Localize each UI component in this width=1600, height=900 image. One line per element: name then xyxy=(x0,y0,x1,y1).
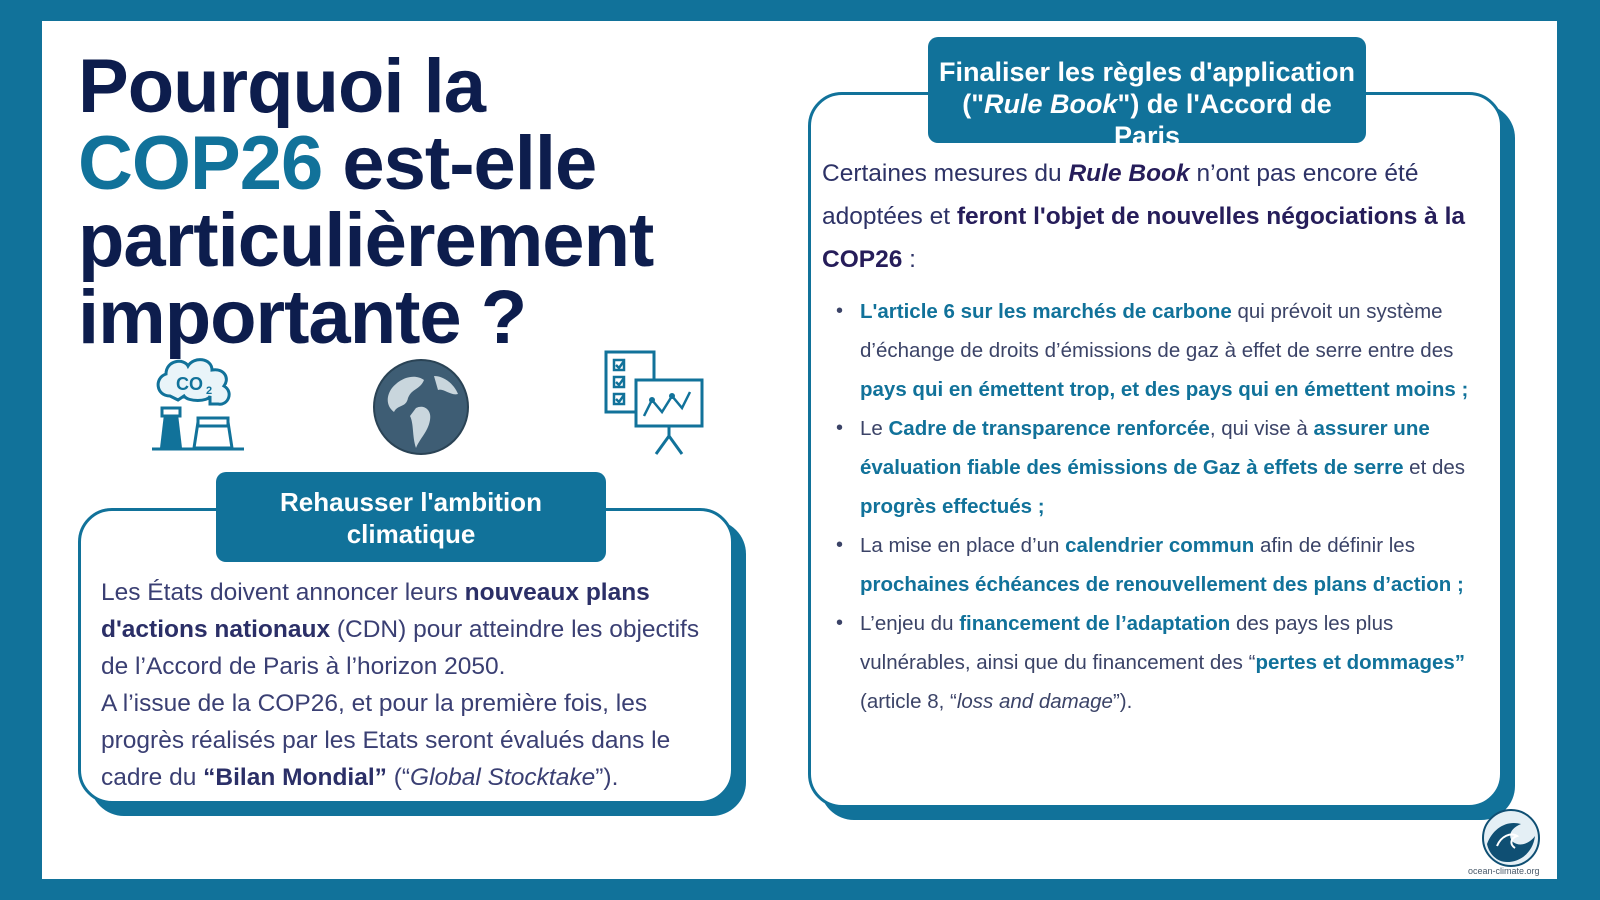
text-span: A l’issue de la COP26, et pour la première fois, les progrès réalisés par les Etats seront évalués dans le cadre du xyxy=(101,690,671,791)
text-span: qui prévoit un système d’échange de droits d’émissions de gaz à effet de serre entre des xyxy=(860,300,1454,362)
logo-caption: ocean-climate.org xyxy=(1468,866,1540,876)
title-line-4: importante ? xyxy=(78,275,527,360)
title-line-3: particulièrement xyxy=(78,198,654,283)
title-highlight-cop26: COP26 xyxy=(78,121,323,206)
text-span: (CDN) pour atteindre les objectifs de l’Accord de Paris à l’horizon 2050. xyxy=(101,616,700,680)
bold-span: progrès effectués ; xyxy=(860,495,1045,518)
bold-span: assurer une évaluation fiable des émissions de Gaz à effets de serre xyxy=(860,417,1430,479)
text-span: Certaines mesures du xyxy=(822,160,1069,187)
text-span: Le xyxy=(860,417,889,440)
rulebook-bullet-list xyxy=(836,292,1496,721)
svg-text:CO: CO xyxy=(176,374,203,394)
bold-span: “Bilan Mondial” xyxy=(203,764,387,791)
rulebook-intro xyxy=(822,152,1492,281)
bold-span: financement de l’adaptation xyxy=(959,612,1231,635)
text-span: ") de l'Accord de Paris xyxy=(1113,89,1332,151)
title-line-1: Pourquoi la xyxy=(78,44,485,129)
italic-span: Rule Book xyxy=(984,89,1118,119)
svg-text:2: 2 xyxy=(206,385,213,397)
bold-span: nouveaux plans d'actions nationaux xyxy=(101,579,650,643)
text-span: (“ xyxy=(386,764,411,791)
text-span: n’ont pas encore été adoptées et xyxy=(822,160,1419,230)
italic-span: loss and damage xyxy=(956,690,1113,713)
text-span: (" xyxy=(962,89,984,119)
list-item xyxy=(836,604,1496,721)
italic-span: Global Stocktake xyxy=(410,764,596,791)
text-span: : xyxy=(902,246,916,273)
tag-line-1: Finaliser les règles d'application xyxy=(938,57,1356,87)
list-item xyxy=(836,292,1496,409)
italic-span: Rule Book xyxy=(1068,160,1190,187)
rulebook-card-tag xyxy=(928,37,1366,151)
text-span: et des xyxy=(1403,456,1466,479)
text-span: , qui vise à xyxy=(1209,417,1314,440)
list-item xyxy=(836,409,1496,526)
ambition-card-body xyxy=(101,574,731,796)
ambition-card-tag: Rehausser l'ambition climatique xyxy=(216,472,606,562)
bold-span: calendrier commun xyxy=(1065,534,1255,557)
bullet-dot-icon: • xyxy=(836,534,844,556)
text-span: La mise en place d’un xyxy=(860,534,1066,557)
page-title xyxy=(78,44,738,360)
text-span: ”). xyxy=(595,764,619,791)
bold-span: L'article 6 sur les marchés de carbone xyxy=(860,300,1232,323)
ambition-paragraph-1 xyxy=(101,574,731,685)
bold-span: pertes et dommages” xyxy=(1255,651,1466,674)
globe-icon xyxy=(372,358,470,456)
co2-factory-icon xyxy=(148,356,246,452)
ocean-climate-logo xyxy=(1471,806,1551,874)
title-line-2: est-elle xyxy=(322,121,597,206)
text-span: L’enjeu du xyxy=(860,612,960,635)
bold-span: feront l'objet de nouvelles négociations à la COP26 xyxy=(822,203,1466,273)
text-span: Les États doivent annoncer leurs xyxy=(101,579,465,606)
list-item xyxy=(836,526,1496,604)
bullet-dot-icon: • xyxy=(836,612,844,634)
text-span: afin de définir les xyxy=(1254,534,1415,557)
text-span: ”). xyxy=(1112,690,1133,713)
bullet-dot-icon: • xyxy=(836,300,844,322)
checklist-presentation-icon xyxy=(604,350,706,456)
text-span: (article 8, “ xyxy=(860,690,957,713)
bullet-dot-icon: • xyxy=(836,417,844,439)
bold-span: Cadre de transparence renforcée xyxy=(888,417,1210,440)
ambition-paragraph-2 xyxy=(101,685,731,796)
bold-span: prochaines échéances de renouvellement des plans d’action ; xyxy=(860,573,1464,596)
bold-span: pays qui en émettent trop, et des pays qui en émettent moins ; xyxy=(860,378,1469,401)
text-span: des pays les plus vulnérables, ainsi que du financement des “ xyxy=(860,612,1394,674)
